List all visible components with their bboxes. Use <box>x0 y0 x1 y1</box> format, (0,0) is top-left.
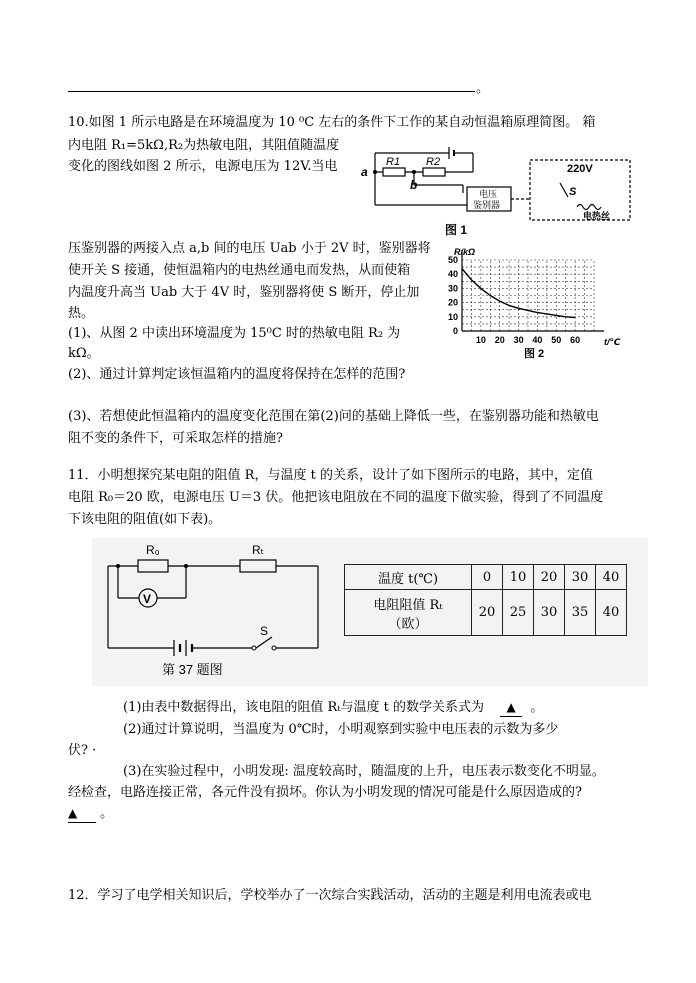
x-axis-label: t/℃ <box>604 337 621 347</box>
y-tick-label: 50 <box>447 255 458 265</box>
fig1-label-a: a <box>361 165 368 179</box>
y-tick-label: 20 <box>447 297 458 308</box>
table-header-resistance <box>345 590 472 636</box>
x-tick-label: 10 <box>475 335 486 345</box>
q11-line3: 下该电阻的阻值(如下表)。 <box>68 512 222 527</box>
table-temp-0: 0 <box>472 565 503 590</box>
q10-line1: 10.如图 1 所示电路是在环境温度为 10 ⁰C 左右的条件下工作的某自动恒温箱原理简图。 箱 <box>68 115 596 130</box>
fig1-voltage: 220V <box>567 163 593 175</box>
q10-line6: 内温度升高当 Uab 大于 4V 时，鉴别器将使 S 断开，停止加 <box>68 285 420 300</box>
q11-sub2b: 伏? · <box>68 743 97 758</box>
fig1-heater: 电热丝 <box>583 211 611 221</box>
y-axis-label: R/kΩ <box>454 247 476 257</box>
q10-sub1a: (1)、从图 2 中读出环境温度为 15⁰C 时的热敏电阻 R₂ 为 <box>68 326 401 341</box>
table-res-2: 30 <box>534 590 565 636</box>
q11-sub1 <box>123 699 543 717</box>
q11-circuit <box>100 540 330 680</box>
q11-sub1-blank: ▲ <box>500 699 522 717</box>
q10-sub2: (2)、通过计算判定该恒温箱内的温度将保持在怎样的范围? <box>68 367 406 382</box>
table-res-4: 40 <box>596 590 627 636</box>
q11-rt: Rₜ <box>252 543 265 557</box>
q10-sub3a: (3)、若想使此恒温箱内的温度变化范围在第(2)问的基础上降低一些，在鉴别器功能和热敏电 <box>68 409 599 424</box>
x-tick-label: 30 <box>513 335 524 345</box>
fig1-switch: S <box>569 186 577 198</box>
q10-line2: 内电阻 R₁=5kΩ,R₂为热敏电阻，其阻值随温度 <box>68 138 340 153</box>
x-tick-label: 50 <box>551 335 562 345</box>
answer-line <box>68 91 475 92</box>
answer-line-end: 。 <box>476 81 490 96</box>
q11-sub1-end: 。 <box>530 700 544 715</box>
figure2-chart <box>440 245 625 370</box>
fig1-caption: 图 1 <box>445 223 468 237</box>
fig1-detector-1: 电压 <box>479 189 498 199</box>
q10-line5: 使开关 S 接通，使恒温箱内的电热丝通电而发热，从而使箱 <box>68 263 411 278</box>
y-tick-label: 0 <box>452 326 458 336</box>
q11-sub3-answer <box>68 805 113 823</box>
fig1-r2: R2 <box>426 156 441 168</box>
q10-line4: 压鉴别器的两接入点 a,b 间的电压 Uab 小于 2V 时，鉴别器将 <box>68 241 431 256</box>
q10-line7: 热。 <box>68 306 95 321</box>
table-temp-2: 20 <box>534 565 565 590</box>
fig1-label-b: b <box>410 178 418 192</box>
y-tick-label: 40 <box>447 269 458 280</box>
q11-sub3b: 经检查，电路连接正常，各元件没有损坏。你认为小明发现的情况可能是什么原因造成的? <box>68 785 582 800</box>
table-temp-3: 30 <box>565 565 596 590</box>
x-tick-label: 60 <box>570 335 581 345</box>
q12-line1: 12．学习了电学相关知识后，学校举办了一次综合实践活动，活动的主题是利用电流表或电 <box>68 888 592 903</box>
fig1-detector-2: 鉴别器 <box>473 200 501 210</box>
q10-sub1b: kΩ。 <box>68 346 100 361</box>
q11-switch: S <box>260 624 269 638</box>
x-tick-label: 20 <box>494 335 505 345</box>
fig1-r1: R1 <box>386 156 401 168</box>
q10-line3: 变化的图线如图 2 所示，电源电压为 12V.当电 <box>68 159 338 174</box>
q11-sub3a: (3)在实验过程中，小明发现: 温度较高时，随温度的上升，电压表示数变化不明显。 <box>123 764 605 779</box>
q11-voltmeter: V <box>143 592 152 606</box>
q11-sub2a: (2)通过计算说明，当温度为 0℃时，小明观察到实验中电压表的示数为多少 <box>123 722 559 737</box>
table-res-0: 20 <box>472 590 503 636</box>
table-res-3: 35 <box>565 590 596 636</box>
table-temp-1: 10 <box>503 565 534 590</box>
q10-sub3b: 阻不变的条件下，可采取怎样的措施? <box>68 431 283 446</box>
q11-caption: 第 37 题图 <box>162 662 223 677</box>
y-tick-label: 10 <box>447 311 458 322</box>
figure1-circuit <box>355 145 645 240</box>
q11-line1: 11．小明想探究某电阻的阻值 R，与温度 t 的关系，设计了如下图所示的电路，其中，定值 <box>68 468 593 483</box>
table-header-resistance-2: （欧） <box>388 616 428 632</box>
q11-table-wrap <box>344 564 627 636</box>
table-header-resistance-1: 电阻阻值 Rₜ <box>373 597 443 613</box>
q11-table <box>344 564 627 636</box>
table-res-1: 25 <box>503 590 534 636</box>
q11-sub3-blank: ▲ <box>68 805 96 823</box>
chart-title: 图 2 <box>524 348 545 360</box>
x-tick-label: 40 <box>532 335 543 345</box>
table-temp-4: 40 <box>596 565 627 590</box>
q11-r0: R₀ <box>146 543 160 557</box>
y-tick-label: 30 <box>447 283 458 294</box>
q11-sub3-end: 。 <box>100 806 114 821</box>
q11-line2: 电阻 R₀＝20 欧，电源电压 U＝3 伏。他把该电阻放在不同的温度下做实验，得到了不同温度 <box>68 490 604 505</box>
table-header-temp: 温度 t(℃) <box>345 565 472 590</box>
q11-sub1-text: (1)由表中数据得出，该电阻的阻值 Rₜ与温度 t 的数学关系式为 <box>123 700 485 715</box>
